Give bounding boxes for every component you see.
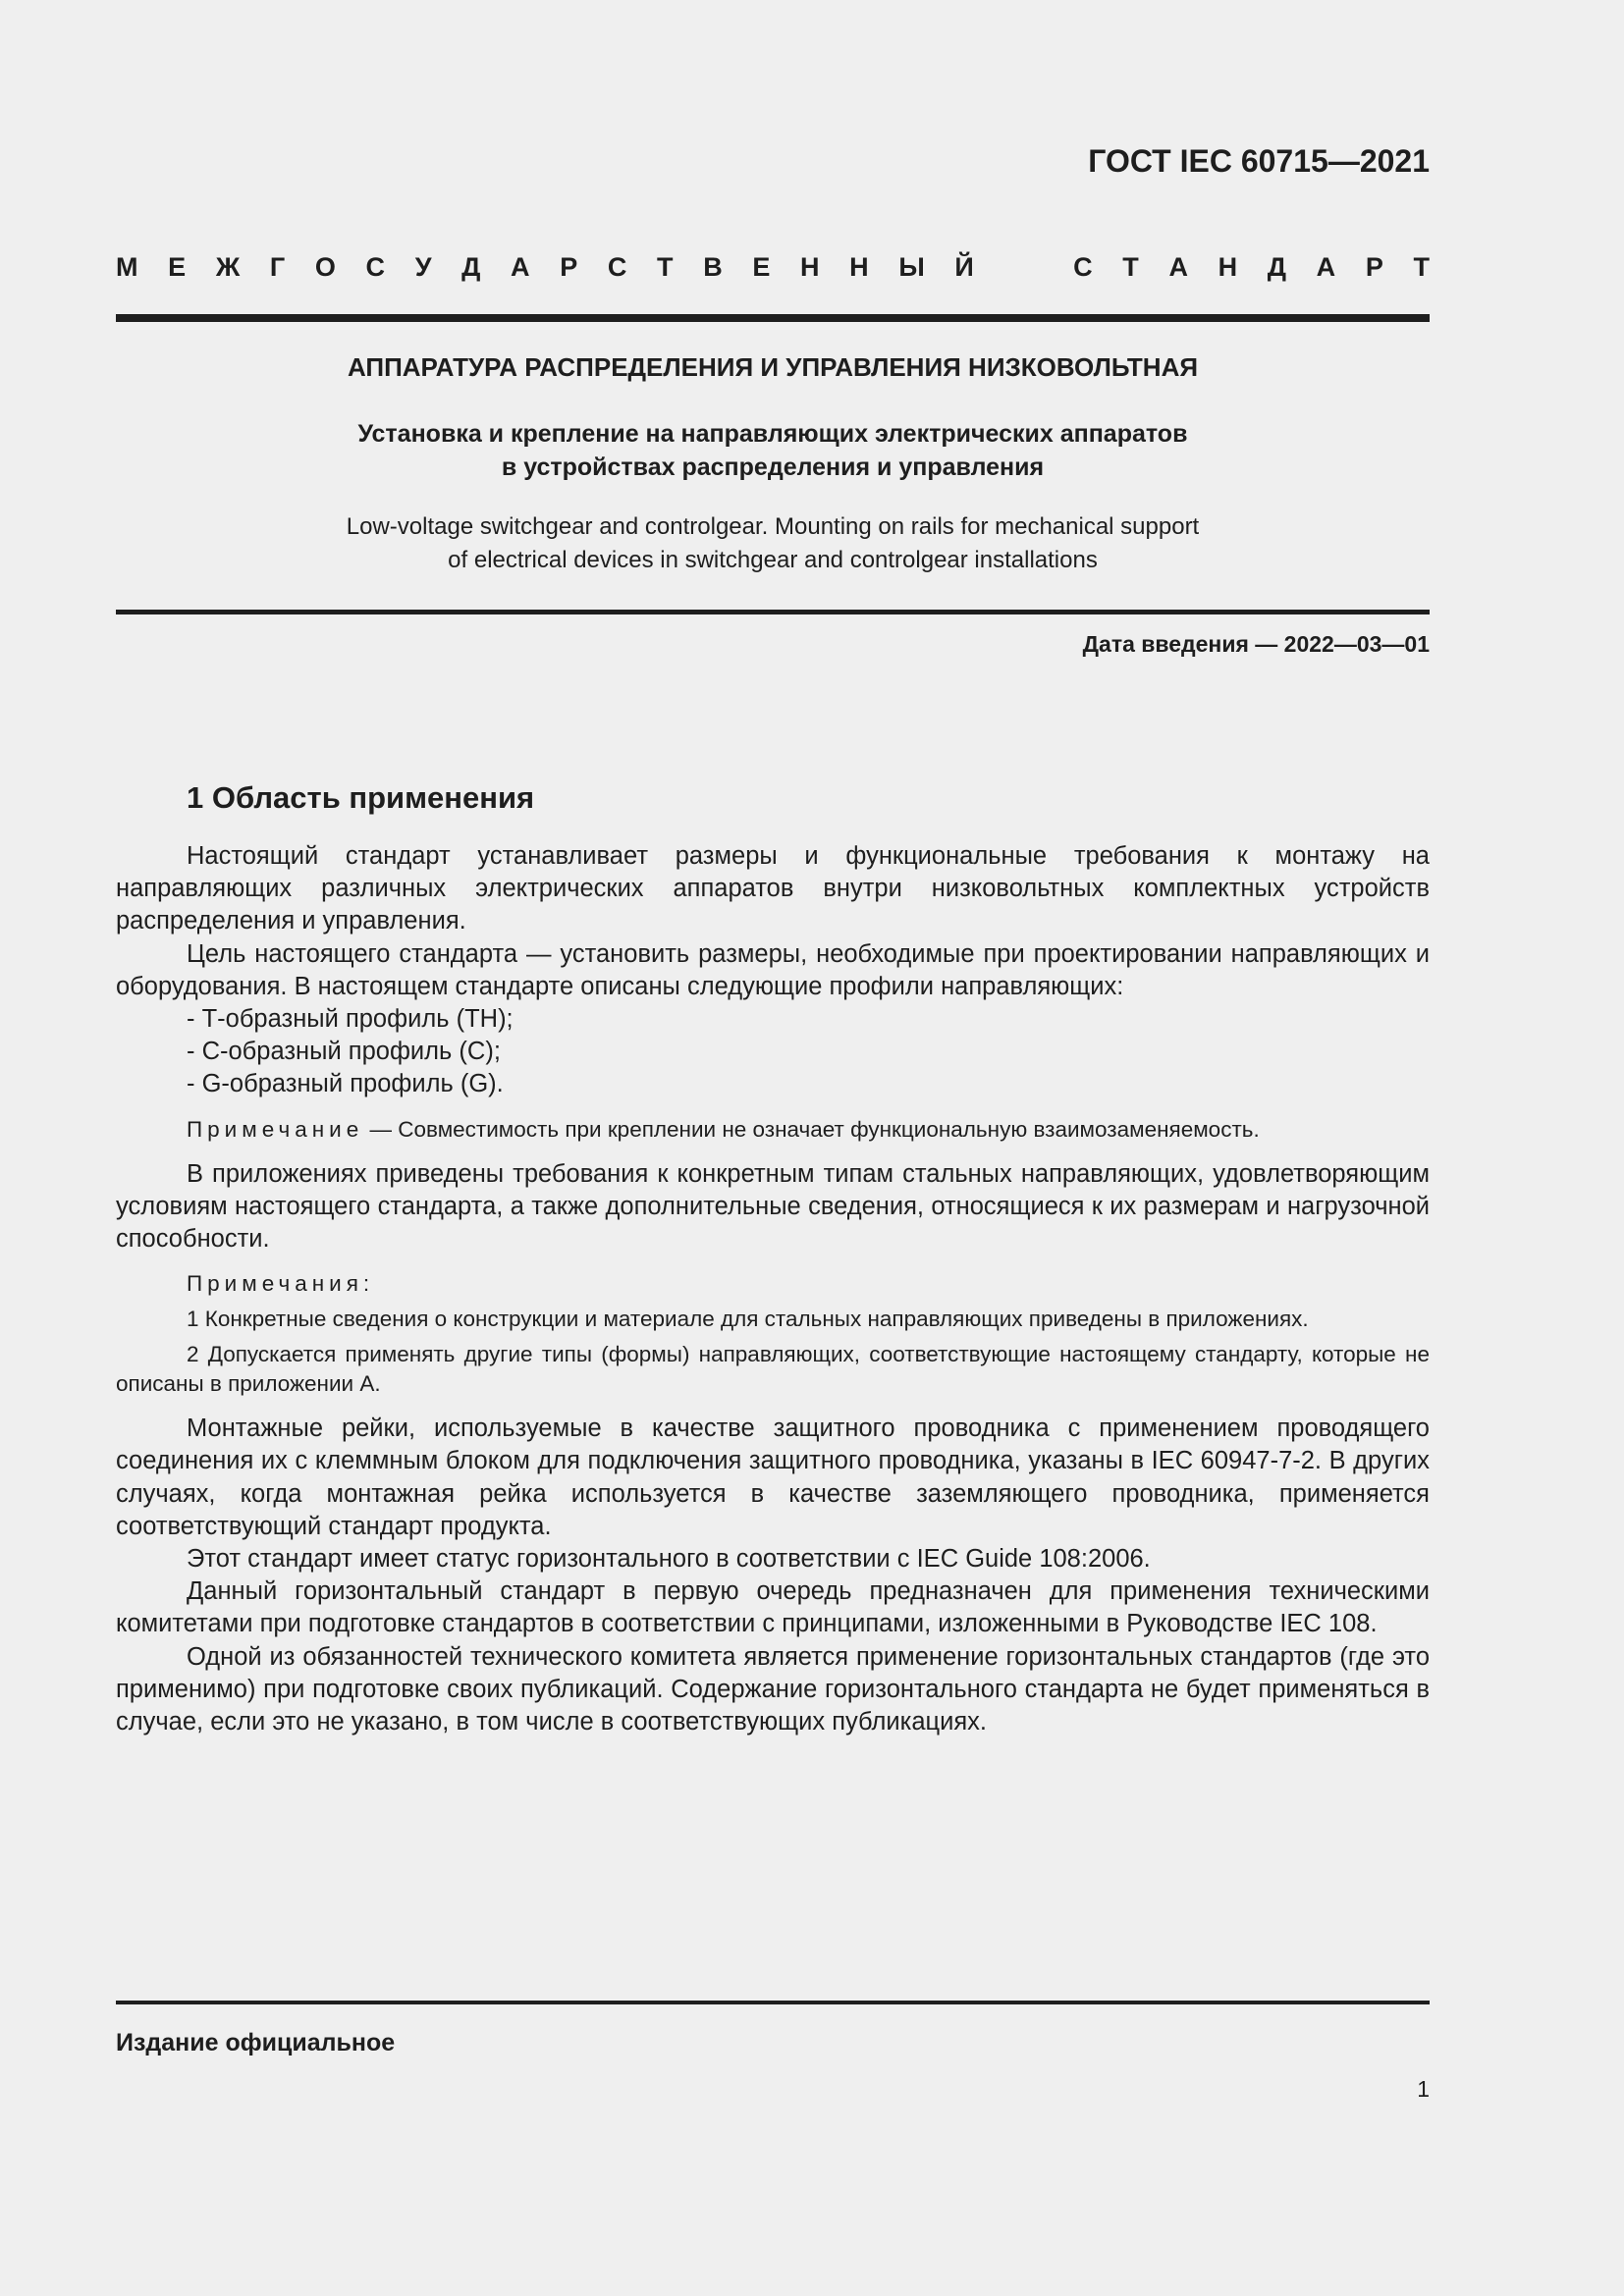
top-rule [116, 314, 1430, 322]
notes-label: Примечания: [187, 1271, 375, 1297]
banner-word-2-letter: Т [1122, 252, 1139, 282]
paragraph-7: Одной из обязанностей технического комитета является применение горизонтальных стандартов (где это применимо) при подготовке своих публикаций. Содержание горизонтального стандарта не будет применяться в случае, если это не указано, в том числе в соответствующих публикациях. [116, 1642, 1430, 1736]
banner-word-1-letter: Е [168, 252, 187, 282]
banner-word-1-letter: Р [560, 252, 578, 282]
paragraph-3: В приложениях приведены требования к конкретным типам стальных направляющих, удовлетворяющим условиям настоящего стандарта, а также дополнительные сведения, относящиеся к их размерам и нагрузочной способности. [116, 1159, 1430, 1254]
note-item-1: 1 Конкретные сведения о конструкции и материале для стальных направляющих приведены в приложениях. [187, 1307, 1309, 1332]
section-heading: 1 Область применения [187, 780, 535, 815]
ru-subtitle-line-1: Установка и крепление на направляющих электрических аппаратов [357, 420, 1188, 448]
banner-word-2-letter: А [1168, 252, 1188, 282]
banner-word-1-letter: М [116, 252, 138, 282]
banner-word-1-letter: А [511, 252, 530, 282]
document-code: ГОСТ IEC 60715—2021 [1088, 143, 1430, 179]
footer-rule [116, 2001, 1430, 2004]
banner-word-2-letter: Т [1413, 252, 1430, 282]
ru-subtitle-line-2: в устройствах распределения и управления [501, 454, 1045, 481]
banner-word-2-letter: С [1073, 252, 1093, 282]
paragraph-5: Этот стандарт имеет статус горизонтального в соответствии с IEC Guide 108:2006. [187, 1545, 1151, 1574]
standard-type-banner [116, 252, 1430, 283]
page-number: 1 [1417, 2076, 1430, 2102]
banner-word-1-letter: Д [461, 252, 481, 282]
list-item-th: - Т-образный профиль (ТН); [187, 1005, 514, 1034]
paragraph-1: Настоящий стандарт устанавливает размеры и функциональные требования к монтажу на направляющих различных электрических аппаратов внутри низковольтных комплектных устройств распределения и управления. [116, 842, 1430, 935]
en-title-line-2: of electrical devices in switchgear and controlgear installations [448, 547, 1098, 573]
banner-word-1-letter: Ы [898, 252, 925, 282]
introduction-date: Дата введения — 2022—03—01 [1082, 631, 1430, 657]
banner-word-1-letter: Н [849, 252, 869, 282]
ru-main-title: АППАРАТУРА РАСПРЕДЕЛЕНИЯ И УПРАВЛЕНИЯ НИЗКОВОЛЬТНАЯ [347, 352, 1199, 382]
paragraph-6: Данный горизонтальный стандарт в первую очередь предназначен для применения техническими комитетами при подготовке стандартов в соответствии с принципами, изложенными в Руководстве IEC 108. [116, 1577, 1430, 1638]
banner-word-gap [1003, 252, 1043, 283]
banner-word-1-letter: С [607, 252, 627, 282]
section-body [116, 840, 1430, 1738]
banner-word-2-letter: Р [1365, 252, 1383, 282]
banner-word-2-letter: Д [1267, 252, 1287, 282]
banner-word-1-letter: Е [752, 252, 771, 282]
banner-word-2-letter: Н [1218, 252, 1238, 282]
edition-label: Издание официальное [116, 2029, 396, 2056]
list-item-g: - G-образный профиль (G). [187, 1070, 504, 1098]
banner-word-1-letter: О [314, 252, 336, 282]
paragraph-4: Монтажные рейки, используемые в качестве защитного проводника с применением проводящего соединения их с клеммным блоком для подключения защитного проводника, указаны в IEC 60947-7-2. В других случаях, когда монтажная рейка используется в качестве заземляющего проводника, применяется соответствующий стандарт продукта. [116, 1415, 1430, 1540]
banner-word-1-letter: Й [954, 252, 974, 282]
banner-word-1-letter: С [365, 252, 386, 282]
ru-subtitle [116, 417, 1430, 484]
title-bottom-rule [116, 610, 1430, 614]
banner-word-2-letter: А [1316, 252, 1336, 282]
banner-word-1-letter: Г [269, 252, 286, 282]
banner-word-1-letter: Т [657, 252, 674, 282]
banner-word-1-letter: Ж [215, 252, 241, 282]
note-label: Примечание [187, 1116, 364, 1142]
paragraph-2: Цель настоящего стандарта — установить размеры, необходимые при проектировании направляющих и оборудования. В настоящем стандарте описаны следующие профили направляющих: [116, 939, 1430, 1000]
list-item-c: - С-образный профиль (С); [187, 1038, 501, 1066]
banner-word-1-letter: Н [800, 252, 820, 282]
note-compatibility [116, 1115, 1430, 1145]
banner-word-1-letter: В [703, 252, 723, 282]
banner-word-1-letter: У [414, 252, 432, 282]
en-title-line-1: Low-voltage switchgear and controlgear. Mounting on rails for mechanical support [346, 513, 1200, 540]
note-item-2: 2 Допускается применять другие типы (формы) направляющих, соответствующие настоящему стандарту, которые не описаны в приложении А. [116, 1342, 1430, 1397]
en-title [116, 510, 1430, 577]
note-text: — Совместимость при креплении не означает функциональную взаимозаменяемость. [363, 1116, 1260, 1142]
